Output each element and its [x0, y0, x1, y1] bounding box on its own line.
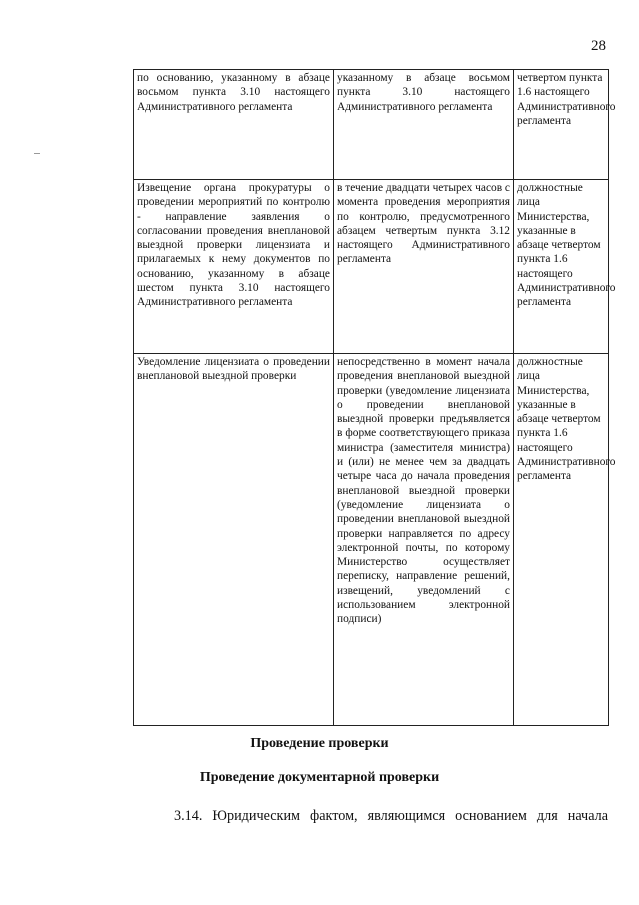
procedure-table — [133, 69, 616, 726]
paragraph-text: 3.14. Юридическим фактом, являющимся основанием для начала — [174, 808, 608, 824]
subsection-heading: Проведение документарной проверки — [199, 770, 440, 785]
table-cell-deadline: непосредственно в момент начала проведения внеплановой выездной проверки (уведомление лицензиата о проведении внеплановой выездной проверки предъявляется в форме соответствующего приказа министра (заместителя министра) и (или) не менее чем за двадцать четыре часа до начала проведения внеплановой выездной проверки (уведомление лицензиата о проведении внеплановой выездной проверки направляется по адресу электронной почты, по которому Министерство осуществляет переписку, направление решений, извещений, уведомлений с использованием электронной подписи) — [334, 354, 514, 726]
table-cell-responsible: должностные лица Министерства, указанные в абзаце четвертом пункта 1.6 настоящего Административного регламента — [514, 180, 609, 354]
table-row — [134, 354, 609, 726]
table-row — [134, 180, 609, 354]
table-cell-deadline: указанному в абзаце восьмом пункта 3.10 настоящего Административного регламента — [334, 70, 514, 180]
table-cell-action: Извещение органа прокуратуры о проведении мероприятий по контролю - направление заявления о согласовании проведения внеплановой выездной проверки лицензиата и прилагаемых к нему документов по основанию, указанному в абзаце шестом пункта 3.10 настоящего Административного регламента — [134, 180, 334, 354]
page-number: 28 — [591, 38, 606, 54]
table-cell-action: по основанию, указанному в абзаце восьмом пункта 3.10 настоящего Административного регламента — [134, 70, 334, 180]
table-cell-responsible: четвертом пункта 1.6 настоящего Административного регламента — [514, 70, 609, 180]
table-cell-deadline: в течение двадцати четырех часов с момента проведения мероприятия по контролю, предусмотренного абзацем четвертым пункта 3.12 настоящего Административного регламента — [334, 180, 514, 354]
margin-mark — [34, 153, 40, 154]
section-heading: Проведение проверки — [250, 736, 389, 751]
table-cell-responsible: должностные лица Министерства, указанные в абзаце четвертом пункта 1.6 настоящего Административного регламента — [514, 354, 609, 726]
table-cell-action: Уведомление лицензиата о проведении внеплановой выездной проверки — [134, 354, 334, 726]
table-row — [134, 70, 609, 180]
